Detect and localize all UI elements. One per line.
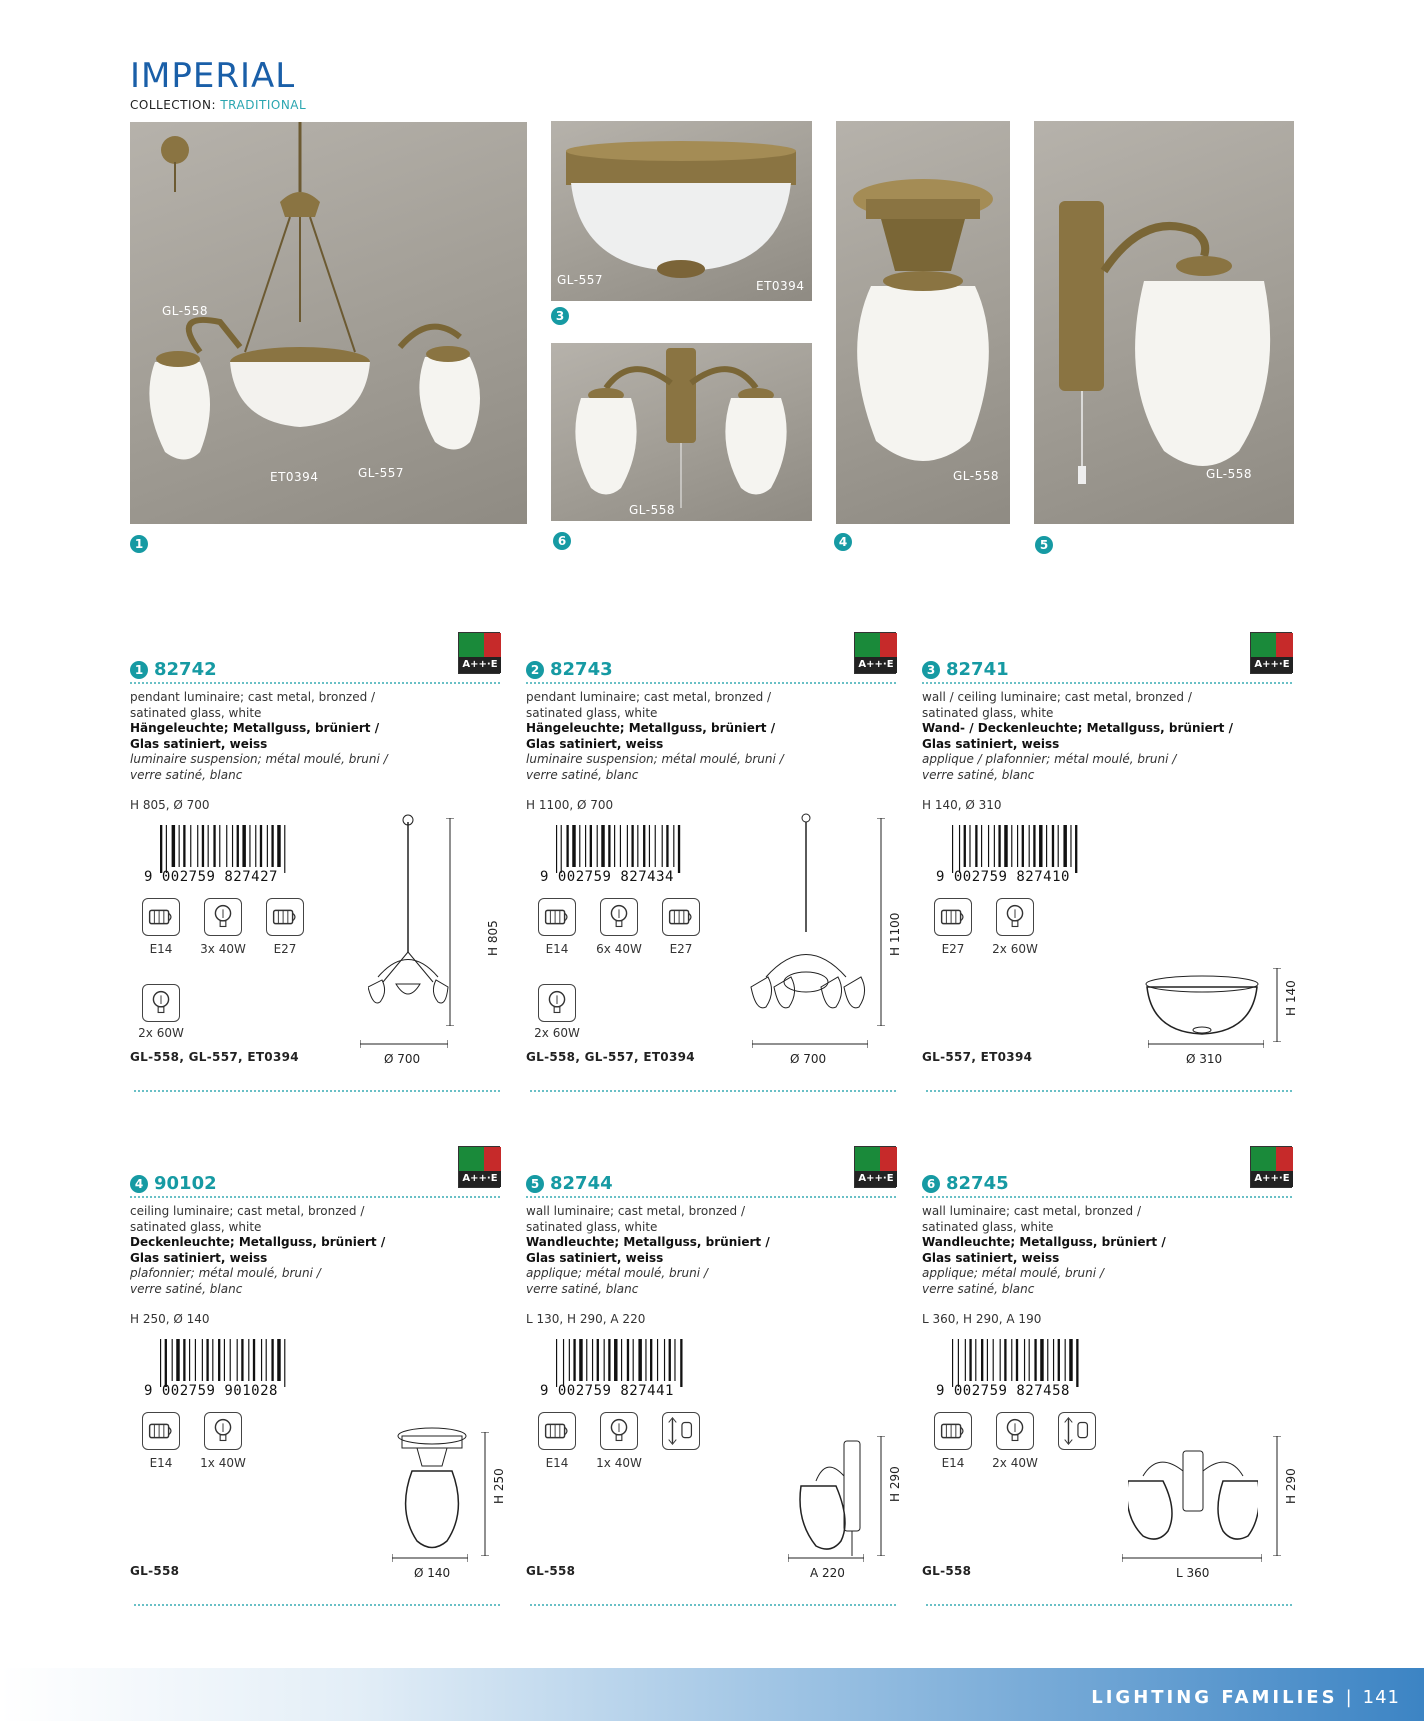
lamp-outline xyxy=(746,812,866,1022)
width-dimension-label: Ø 700 xyxy=(384,1052,421,1066)
desc-de-line: Hängeleuchte; Metallguss, brüniert / xyxy=(526,721,776,735)
pull-switch-icon xyxy=(662,1412,700,1450)
barcode-number: 9 002759 901028 xyxy=(144,1383,278,1399)
icon-label: 2x 40W xyxy=(992,1456,1038,1470)
icon-label: 1x 40W xyxy=(596,1456,642,1470)
dimensions: H 140, Ø 310 xyxy=(922,798,1002,812)
height-dimension-label: H 140 xyxy=(1284,980,1298,1016)
product-description xyxy=(526,690,886,783)
product-badge: 3 xyxy=(922,661,940,679)
bulb-icon xyxy=(142,984,180,1022)
lamp-outline xyxy=(1142,962,1262,1042)
icon-label: 2x 60W xyxy=(534,1026,580,1040)
product-description xyxy=(922,690,1282,783)
barcode-bars xyxy=(952,825,1082,873)
width-dimension-line xyxy=(360,1040,448,1048)
photo-label: ET0394 xyxy=(270,470,319,484)
collection-label: COLLECTION: xyxy=(130,98,216,112)
product-card xyxy=(130,632,500,1097)
product-card xyxy=(922,632,1298,1097)
socket-icon xyxy=(538,898,576,936)
energy-class: A++·E xyxy=(1251,1171,1293,1187)
width-dimension-line xyxy=(1148,1040,1264,1048)
desc-de-line: Deckenleuchte; Metallguss, brüniert / xyxy=(130,1235,386,1249)
socket-icon xyxy=(934,1412,972,1450)
energy-arrow-icon xyxy=(1251,633,1293,659)
desc-en-line: pendant luminaire; cast metal, bronzed / xyxy=(526,690,772,704)
desc-en-line: wall luminaire; cast metal, bronzed / xyxy=(526,1204,746,1218)
energy-class: A++·E xyxy=(855,657,897,673)
barcode-bars xyxy=(556,1339,686,1387)
bulb-icon xyxy=(204,898,242,936)
divider xyxy=(926,1090,1292,1092)
product-badge: 4 xyxy=(130,1175,148,1193)
photo-badge: 3 xyxy=(551,307,569,325)
barcode-bars xyxy=(556,825,686,873)
product-description xyxy=(130,690,490,783)
energy-label xyxy=(854,632,896,674)
chandelier-photo-illustration xyxy=(130,122,527,524)
photo-label: GL-558 xyxy=(162,304,209,318)
footer-section: LIGHTING FAMILIES xyxy=(1091,1687,1338,1708)
divider xyxy=(134,1090,500,1092)
bulb-icon xyxy=(996,1412,1034,1450)
product-description xyxy=(130,1204,490,1297)
glass-references: GL-558 xyxy=(526,1564,576,1578)
icon-label: E27 xyxy=(941,942,965,956)
bulb-icon xyxy=(600,1412,638,1450)
energy-class: A++·E xyxy=(1251,657,1293,673)
product-card xyxy=(130,1146,506,1611)
icon-label: 1x 40W xyxy=(200,1456,246,1470)
desc-en-line: pendant luminaire; cast metal, bronzed / xyxy=(130,690,376,704)
icon-label: E14 xyxy=(149,942,173,956)
width-dimension-label: L 360 xyxy=(1176,1566,1210,1580)
product-badge: 1 xyxy=(130,661,148,679)
desc-de-line: Glas satiniert, weiss xyxy=(922,736,1060,751)
desc-de-line: Wandleuchte; Metallguss, brüniert / xyxy=(922,1235,1166,1249)
energy-class: A++·E xyxy=(459,657,501,673)
divider xyxy=(922,1196,1292,1198)
collection-line xyxy=(130,98,306,112)
height-dimension-line xyxy=(877,818,885,1026)
technical-drawing xyxy=(392,1426,472,1556)
lamp-outline xyxy=(1128,1446,1258,1546)
divider xyxy=(130,682,500,684)
desc-fr-line: applique / plafonnier; métal moulé, bruni / xyxy=(922,752,1177,766)
barcode-bars xyxy=(160,825,290,873)
icon-label: E27 xyxy=(273,942,297,956)
glass-references: GL-558 xyxy=(922,1564,972,1578)
glass-references: GL-558, GL-557, ET0394 xyxy=(130,1050,299,1064)
photo-label: ET0394 xyxy=(756,279,805,293)
ceiling-pendant-photo-illustration xyxy=(836,121,1010,524)
barcode-bars xyxy=(160,1339,290,1387)
photo-badge: 4 xyxy=(834,533,852,551)
width-dimension-label: Ø 310 xyxy=(1186,1052,1223,1066)
photo-label: GL-558 xyxy=(953,469,1000,483)
photo-82741 xyxy=(551,121,812,301)
barcode-number: 9 002759 827410 xyxy=(936,869,1070,885)
icon-label: E14 xyxy=(149,1456,173,1470)
photo-82745 xyxy=(551,343,812,521)
dimensions: H 805, Ø 700 xyxy=(130,798,210,812)
double-wall-photo-illustration xyxy=(551,343,812,521)
divider xyxy=(134,1604,500,1606)
icon-label: E14 xyxy=(941,1456,965,1470)
icon-label: E27 xyxy=(669,942,693,956)
icon-label: 3x 40W xyxy=(200,942,246,956)
product-card xyxy=(526,632,902,1097)
height-dimension-label: H 1100 xyxy=(888,912,902,956)
dimensions: L 130, H 290, A 220 xyxy=(526,1312,646,1326)
product-card xyxy=(922,1146,1298,1611)
technical-drawing xyxy=(1142,962,1262,1042)
icon-label: E14 xyxy=(545,1456,569,1470)
divider xyxy=(526,682,896,684)
desc-fr-line: luminaire suspension; métal moulé, bruni / xyxy=(526,752,784,766)
icon-label: 2x 60W xyxy=(992,942,1038,956)
height-dimension-line xyxy=(446,818,454,1026)
photo-label: GL-557 xyxy=(358,466,405,480)
footer: LIGHTING FAMILIES | 141 xyxy=(1091,1687,1400,1708)
photo-badge: 5 xyxy=(1035,536,1053,554)
technical-drawing xyxy=(368,812,450,1012)
height-dimension-line xyxy=(877,1436,885,1556)
bulb-icon xyxy=(600,898,638,936)
height-dimension-line xyxy=(1273,1436,1281,1556)
product-number xyxy=(922,659,1009,680)
product-badge: 2 xyxy=(526,661,544,679)
energy-arrow-icon xyxy=(855,1147,897,1173)
desc-fr-line: verre satiné, blanc xyxy=(130,1281,243,1296)
divider xyxy=(530,1090,896,1092)
barcode xyxy=(936,1339,1084,1399)
dimensions: H 1100, Ø 700 xyxy=(526,798,614,812)
desc-de-line: Hängeleuchte; Metallguss, brüniert / xyxy=(130,721,380,735)
wall-single-photo-illustration xyxy=(1034,121,1294,524)
energy-arrow-icon xyxy=(459,633,501,659)
lamp-outline xyxy=(392,1426,472,1556)
product-badge: 6 xyxy=(922,1175,940,1193)
divider xyxy=(530,1604,896,1606)
article-number: 90102 xyxy=(154,1173,217,1194)
energy-label xyxy=(458,632,500,674)
socket-icon xyxy=(934,898,972,936)
technical-drawing xyxy=(796,1436,866,1561)
width-dimension-label: Ø 700 xyxy=(790,1052,827,1066)
height-dimension-label: H 805 xyxy=(486,920,500,956)
divider xyxy=(130,1196,500,1198)
collection-value: TRADITIONAL xyxy=(220,98,307,112)
lamp-outline xyxy=(368,812,450,1012)
pull-switch-icon xyxy=(1058,1412,1096,1450)
page-number: 141 xyxy=(1362,1687,1400,1708)
dimensions: L 360, H 290, A 190 xyxy=(922,1312,1042,1326)
desc-en-line: satinated glass, white xyxy=(922,1219,1054,1234)
energy-label xyxy=(1250,632,1292,674)
photo-label: GL-558 xyxy=(629,503,676,517)
socket-icon xyxy=(662,898,700,936)
desc-en-line: satinated glass, white xyxy=(130,1219,262,1234)
desc-en-line: satinated glass, white xyxy=(130,705,262,720)
energy-label xyxy=(1250,1146,1292,1188)
glass-references: GL-558 xyxy=(130,1564,180,1578)
barcode xyxy=(144,1339,292,1399)
barcode-number: 9 002759 827441 xyxy=(540,1383,674,1399)
socket-icon xyxy=(538,1412,576,1450)
product-description xyxy=(526,1204,886,1297)
page-title: IMPERIAL xyxy=(130,56,296,96)
desc-en-line: wall luminaire; cast metal, bronzed / xyxy=(922,1204,1142,1218)
divider xyxy=(922,682,1292,684)
height-dimension-line xyxy=(1273,968,1281,1042)
desc-fr-line: applique; métal moulé, bruni / xyxy=(526,1266,708,1280)
barcode-bars xyxy=(952,1339,1082,1387)
product-number xyxy=(130,1173,217,1194)
height-dimension-label: H 290 xyxy=(1284,1468,1298,1504)
photo-label: GL-558 xyxy=(1206,467,1253,481)
desc-fr-line: luminaire suspension; métal moulé, bruni / xyxy=(130,752,388,766)
energy-arrow-icon xyxy=(1251,1147,1293,1173)
barcode xyxy=(144,825,292,885)
product-number xyxy=(130,659,217,680)
desc-de-line: Glas satiniert, weiss xyxy=(922,1250,1060,1265)
photo-label: GL-557 xyxy=(557,273,604,287)
divider xyxy=(526,1196,896,1198)
bulb-icon xyxy=(204,1412,242,1450)
article-number: 82741 xyxy=(946,659,1009,680)
height-dimension-label: H 290 xyxy=(888,1466,902,1502)
photo-82742 xyxy=(130,122,527,524)
barcode xyxy=(936,825,1084,885)
width-dimension-label: A 220 xyxy=(810,1566,845,1580)
product-badge: 5 xyxy=(526,1175,544,1193)
desc-en-line: wall / ceiling luminaire; cast metal, bronzed / xyxy=(922,690,1192,704)
article-number: 82742 xyxy=(154,659,217,680)
width-dimension-line xyxy=(752,1040,868,1048)
desc-fr-line: applique; métal moulé, bruni / xyxy=(922,1266,1104,1280)
desc-fr-line: plafonnier; métal moulé, bruni / xyxy=(130,1266,321,1280)
desc-fr-line: verre satiné, blanc xyxy=(526,767,639,782)
desc-de-line: Wand- / Deckenleuchte; Metallguss, brüniert / xyxy=(922,721,1233,735)
socket-icon xyxy=(142,898,180,936)
photo-badge: 1 xyxy=(130,535,148,553)
desc-en-line: satinated glass, white xyxy=(526,705,658,720)
socket-icon xyxy=(142,1412,180,1450)
article-number: 82743 xyxy=(550,659,613,680)
desc-de-line: Glas satiniert, weiss xyxy=(526,1250,664,1265)
desc-de-line: Glas satiniert, weiss xyxy=(526,736,664,751)
desc-en-line: satinated glass, white xyxy=(922,705,1054,720)
glass-references: GL-557, ET0394 xyxy=(922,1050,1033,1064)
product-number xyxy=(526,659,613,680)
article-number: 82745 xyxy=(946,1173,1009,1194)
technical-drawing xyxy=(746,812,866,1022)
desc-de-line: Glas satiniert, weiss xyxy=(130,736,268,751)
barcode xyxy=(540,825,688,885)
energy-label xyxy=(458,1146,500,1188)
photo-90102 xyxy=(836,121,1010,524)
barcode-number: 9 002759 827434 xyxy=(540,869,674,885)
product-number xyxy=(526,1173,613,1194)
product-number xyxy=(922,1173,1009,1194)
desc-de-line: Wandleuchte; Metallguss, brüniert / xyxy=(526,1235,770,1249)
energy-label xyxy=(854,1146,896,1188)
desc-fr-line: verre satiné, blanc xyxy=(922,1281,1035,1296)
dimensions: H 250, Ø 140 xyxy=(130,1312,210,1326)
height-dimension-line xyxy=(481,1432,489,1556)
divider xyxy=(926,1604,1292,1606)
technical-drawing xyxy=(1128,1446,1258,1546)
glass-references: GL-558, GL-557, ET0394 xyxy=(526,1050,695,1064)
desc-en-line: satinated glass, white xyxy=(526,1219,658,1234)
photo-badge: 6 xyxy=(553,532,571,550)
width-dimension-line xyxy=(392,1554,468,1562)
width-dimension-label: Ø 140 xyxy=(414,1566,451,1580)
product-card xyxy=(526,1146,902,1611)
desc-fr-line: verre satiné, blanc xyxy=(526,1281,639,1296)
desc-de-line: Glas satiniert, weiss xyxy=(130,1250,268,1265)
barcode xyxy=(540,1339,688,1399)
energy-class: A++·E xyxy=(855,1171,897,1187)
desc-fr-line: verre satiné, blanc xyxy=(922,767,1035,782)
barcode-number: 9 002759 827458 xyxy=(936,1383,1070,1399)
socket-icon xyxy=(266,898,304,936)
product-description xyxy=(922,1204,1282,1297)
desc-fr-line: verre satiné, blanc xyxy=(130,767,243,782)
desc-en-line: ceiling luminaire; cast metal, bronzed / xyxy=(130,1204,365,1218)
energy-class: A++·E xyxy=(459,1171,501,1187)
height-dimension-label: H 250 xyxy=(492,1468,506,1504)
bulb-icon xyxy=(538,984,576,1022)
lamp-outline xyxy=(796,1436,866,1561)
icon-label: 2x 60W xyxy=(138,1026,184,1040)
energy-arrow-icon xyxy=(855,633,897,659)
bulb-icon xyxy=(996,898,1034,936)
barcode-number: 9 002759 827427 xyxy=(144,869,278,885)
icon-label: 6x 40W xyxy=(596,942,642,956)
width-dimension-line xyxy=(1122,1554,1262,1562)
icon-label: E14 xyxy=(545,942,569,956)
width-dimension-line xyxy=(788,1554,864,1562)
photo-82744 xyxy=(1034,121,1294,524)
energy-arrow-icon xyxy=(459,1147,501,1173)
article-number: 82744 xyxy=(550,1173,613,1194)
